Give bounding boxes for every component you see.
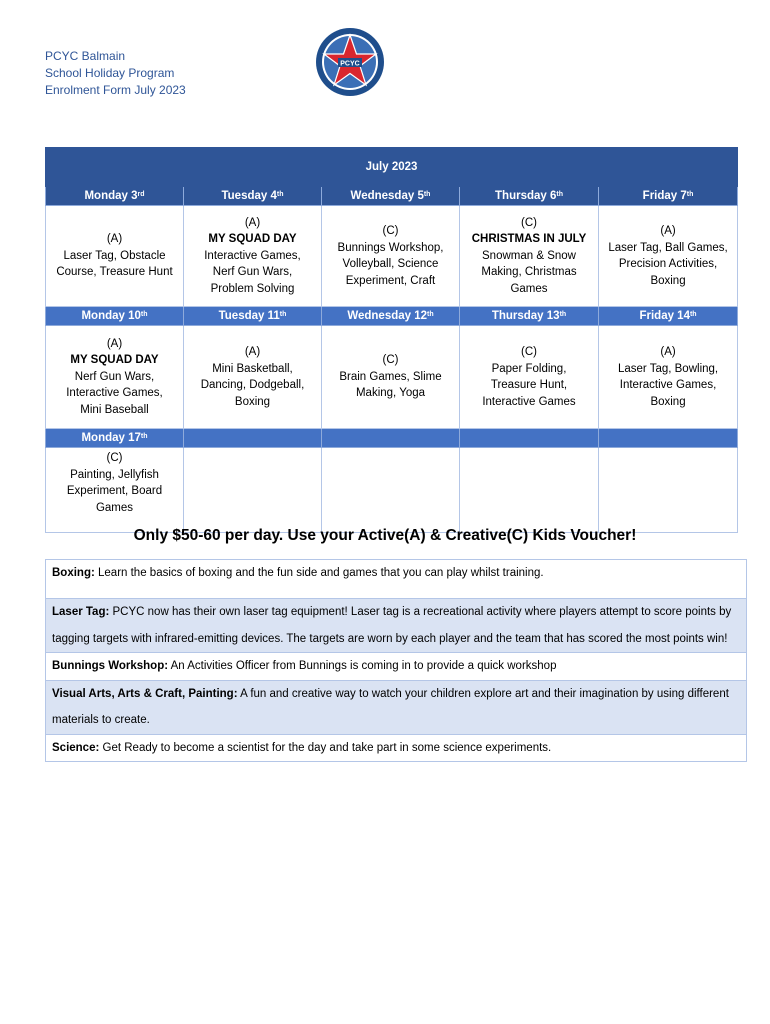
program-name: School Holiday Program [45,66,175,80]
day-name: Wednesday 12 [347,309,428,322]
week-1-header [46,187,738,206]
day-activities [460,326,599,429]
activity-line: Laser Tag, Ball Games, [608,241,728,254]
day-activities [322,326,460,429]
voucher-type: (A) [244,346,261,358]
activity-label: Boxing: [52,567,95,579]
description-row [46,599,747,653]
day-header [46,429,184,448]
activity-line: Bunnings Workshop, [337,241,444,254]
description-row [46,680,747,734]
day-name: Thursday 13 [491,309,560,322]
day-ordinal: th [686,190,694,198]
day-ordinal: th [423,190,431,198]
week-3-activities [46,448,738,533]
voucher-type: (A) [244,216,261,229]
activity-line: Mini Baseball [80,403,149,416]
voucher-type: (A) [106,233,123,246]
day-name: Monday 17 [81,431,141,444]
day-header [184,429,322,448]
header-block [45,48,186,99]
day-header [184,187,322,206]
activity-line: Making, Yoga [355,387,426,400]
voucher-type: (C) [521,216,537,229]
day-activities [184,326,322,429]
day-header [322,187,460,206]
activity-descriptions [45,559,747,762]
day-header [460,187,599,206]
day-activities [46,448,184,533]
day-ordinal: th [427,310,434,318]
calendar-title: July 2023 [46,148,738,187]
activity-description: PCYC now has their own laser tag equipment! Laser tag is a recreational activity where players attempt to score points by tagging targets with infrared-emitting devices. The targets are worn by each player and the team that has scored the most points win! [52,606,732,645]
form-title: Enrolment Form July 2023 [45,83,186,97]
activity-line: MY SQUAD DAY [70,354,159,367]
activity-line: Volleyball, Science [342,258,439,270]
activity-line: Treasure Hunt, [490,379,568,391]
voucher-type: (C) [106,452,123,464]
activity-line: Games [510,282,548,295]
activity-label: Bunnings Workshop: [52,660,169,672]
activity-line: Brain Games, Slime [339,370,442,383]
day-ordinal: th [140,310,148,318]
day-activities [460,448,599,533]
activity-description: Learn the basics of boxing and the fun side and games that you can play whilst training. [94,567,544,579]
activity-line: Making, Christmas [481,266,577,279]
activity-line: CHRISTMAS IN JULY [471,233,587,246]
activity-line: Course, Treasure Hunt [56,266,173,279]
activity-label: Visual Arts, Arts & Craft, Painting: [52,687,238,700]
description-row [46,653,747,681]
activity-line: Interactive Games, [619,379,717,391]
day-ordinal: rd [137,190,145,198]
activity-line: Laser Tag, Bowling, [617,362,719,375]
day-activities [599,448,738,533]
day-activities [599,326,738,429]
activity-line: Precision Activities, [618,258,718,270]
day-ordinal: th [556,190,563,198]
activity-label: Laser Tag: [52,606,110,618]
day-name: Friday 7 [642,189,687,202]
day-ordinal: th [279,310,287,318]
activity-line: Experiment, Board [66,485,163,497]
activity-line: Games [95,501,134,514]
activity-line: Interactive Games [482,395,576,408]
week-1-activities [46,206,738,307]
day-activities [322,448,460,533]
day-header [322,307,460,326]
description-cell [46,680,747,734]
description-row [46,734,747,762]
day-name: Tuesday 4 [221,189,277,202]
day-ordinal: th [689,310,697,318]
activity-line: Problem Solving [210,282,295,295]
day-activities [460,206,599,307]
activity-line: MY SQUAD DAY [208,233,297,246]
week-2-activities [46,326,738,429]
day-header [599,187,738,206]
activity-line: Interactive Games, [204,249,301,262]
svg-text:PCYC: PCYC [340,60,360,68]
day-header [46,187,184,206]
activity-line: Experiment, Craft [345,274,436,287]
voucher-type: (C) [521,346,537,358]
day-activities [322,206,460,307]
activity-label: Science: [52,741,100,754]
activity-line: Boxing [234,395,271,408]
day-header [184,307,322,326]
day-ordinal: th [559,310,567,318]
day-activities [184,448,322,533]
day-activities [184,206,322,307]
description-row [46,560,747,599]
day-activities [46,206,184,307]
day-name: Tuesday 11 [218,309,280,322]
activity-line: Dancing, Dodgeball, [200,379,305,391]
voucher-type: (A) [660,225,676,237]
voucher-type: (A) [660,346,676,358]
day-name: Wednesday 5 [350,189,424,202]
description-cell [46,599,747,653]
day-header [46,307,184,326]
description-cell [46,734,747,762]
day-header [460,429,599,448]
activity-line: Nerf Gun Wars, [212,266,293,279]
price-promo: Only $50-60 per day. Use your Active(A) & Creative(C) Kids Voucher! [133,527,637,544]
day-header [322,429,460,448]
activity-line: Painting, Jellyfish [70,468,159,481]
day-ordinal: th [276,190,284,198]
day-name: Monday 10 [81,309,141,322]
activity-description: Get Ready to become a scientist for the day and take part in some science experiments. [99,741,552,754]
voucher-type: (C) [382,225,399,237]
activity-line: Snowman & Snow [482,249,576,262]
week-2-header [46,307,738,326]
day-name: Friday 14 [639,309,690,322]
activity-line: Paper Folding, [491,362,567,375]
day-activities [46,326,184,429]
description-cell [46,653,747,681]
description-cell [46,560,747,599]
day-activities [599,206,738,307]
activity-description: An Activities Officer from Bunnings is coming in to provide a quick workshop [168,660,557,672]
day-header [599,307,738,326]
activity-line: Boxing [650,395,686,408]
day-header [599,429,738,448]
activity-line: Boxing [650,274,686,287]
day-header [460,307,599,326]
pcyc-logo [314,26,386,98]
day-name: Monday 3 [84,189,138,202]
day-name: Thursday 6 [495,189,557,202]
voucher-type: (C) [382,354,399,367]
activity-line: Interactive Games, [66,387,163,400]
org-name: PCYC Balmain [45,49,126,63]
calendar-table [45,147,738,533]
week-3-header [46,429,738,448]
activity-line: Mini Basketball, [212,362,293,375]
activity-description: A fun and creative way to watch your children explore art and their imagination by using different materials to create. [52,687,729,726]
day-ordinal: th [140,432,148,440]
voucher-type: (A) [106,337,123,350]
activity-line: Nerf Gun Wars, [74,370,155,383]
activity-line: Laser Tag, Obstacle [63,249,166,262]
